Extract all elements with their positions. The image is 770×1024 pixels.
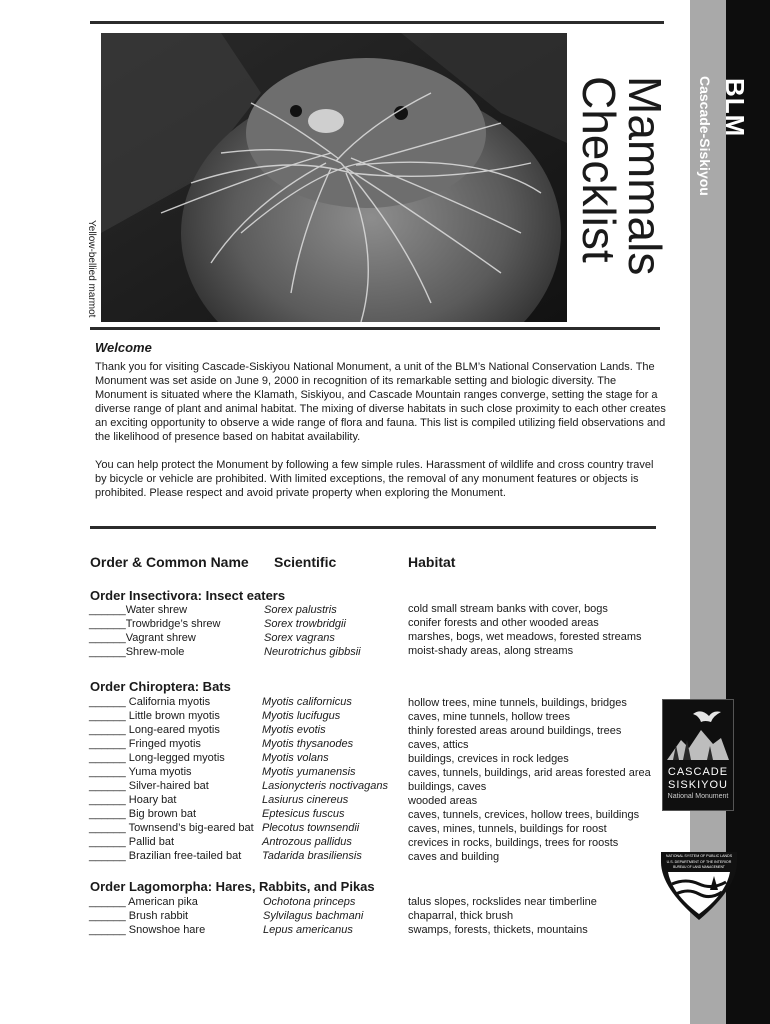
list-item: ______Trowbridge’s shrew: [89, 618, 221, 630]
list-item: moist-shady areas, along streams: [408, 645, 574, 657]
insectivora-scientific-list: [264, 603, 361, 659]
list-item: conifer forests and other wooded areas: [408, 617, 599, 629]
list-item: ______ Long-legged myotis: [89, 752, 225, 764]
order-heading-lagomorpha: Order Lagomorpha: Hares, Rabbits, and Pikas: [90, 879, 375, 894]
list-item: wooded areas: [408, 795, 478, 807]
list-item: Plecotus townsendii: [262, 822, 360, 834]
list-item: ______Shrew-mole: [89, 646, 185, 658]
list-item: Lasiurus cinereus: [262, 794, 349, 806]
list-item: Ochotona princeps: [263, 896, 356, 908]
list-item: buildings, crevices in rock ledges: [408, 753, 569, 765]
insectivora-habitat-list: [408, 602, 642, 658]
eagle-mountain-icon: [663, 700, 733, 766]
list-item: ______ Yuma myotis: [89, 766, 192, 778]
list-item: Sorex trowbridgii: [264, 618, 346, 630]
list-item: ______ Pallid bat: [89, 836, 175, 848]
top-divider: [90, 21, 664, 24]
order-heading-chiroptera: Order Chiroptera: Bats: [90, 679, 231, 694]
column-header-scientific: Scientific: [274, 554, 337, 570]
insectivora-common-list: [89, 603, 220, 659]
list-item: caves and building: [408, 851, 500, 863]
list-item: Eptesicus fuscus: [262, 808, 345, 820]
list-item: thinly forested areas around buildings, trees: [408, 725, 622, 737]
list-item: caves, mines, tunnels, buildings for roost: [408, 823, 607, 835]
welcome-heading: Welcome: [95, 340, 152, 355]
chiroptera-common-list: [89, 695, 254, 863]
list-item: ______ Brazilian free-tailed bat: [89, 850, 242, 862]
list-item: Neurotrichus gibbsii: [264, 646, 361, 658]
marmot-photo: [101, 33, 567, 322]
list-item: ______ Townsend’s big-eared bat: [89, 822, 254, 834]
welcome-paragraph-1: Thank you for visiting Cascade-Siskiyou National Monument, a unit of the BLM’s National Conservation Lands. The Monument was set aside on June 9, 2000 in recognition of its remarkable setting and biologic diversity. The Monument is situated where the Klamath, Siskiyou, and Cascade Mountain ranges converge, setting the stage for a diverse range of plant and animal habitat. The mixing of diverse habitats in such close proximity to each other creates an exciting opportunity to observe a wide range of flora and fauna. This list is compiled utilizing field observations and the likelihood of presence based on habitat availability.: [95, 361, 666, 443]
title-line-1: Mammals: [619, 76, 671, 276]
list-item: caves, tunnels, buildings, arid areas forested area buildings, caves: [408, 767, 651, 793]
list-item: Myotis evotis: [262, 724, 326, 736]
list-item: ______ American pika: [89, 896, 198, 908]
list-item: cold small stream banks with cover, bogs: [408, 603, 608, 615]
list-item: ______ Snowshoe hare: [89, 924, 206, 936]
list-item: crevices in rocks, buildings, trees for roosts: [408, 837, 619, 849]
list-item: ______ Silver-haired bat: [89, 780, 209, 792]
list-item: Sylvilagus bachmani: [263, 910, 364, 922]
monument-logo-line-3: National Monument: [667, 793, 729, 800]
list-item: Antrozous pallidus: [262, 836, 352, 848]
lagomorpha-common-list: [89, 895, 205, 937]
monument-logo-line-1: CASCADE: [667, 766, 729, 778]
welcome-paragraph-2: You can help protect the Monument by following a few simple rules. Harassment of wildlife and cross country travel by bicycle or vehicle are prohibited. With limited exceptions, the removal of any monument features or objects is prohibited. Please respect and avoid private property when exploring the Monument.: [95, 459, 654, 499]
monument-logo-line-2: SISKIYOU: [668, 779, 728, 791]
column-header-order: Order & Common Name: [90, 554, 249, 570]
list-item: Myotis thysanodes: [262, 738, 354, 750]
list-item: caves, mine tunnels, hollow trees: [408, 711, 571, 723]
agency-label: BLM: [720, 78, 750, 138]
monument-logo: [662, 699, 734, 811]
page-title: [573, 76, 671, 276]
lagomorpha-scientific-list: [263, 895, 363, 937]
list-item: ______ California myotis: [89, 696, 211, 708]
list-item: chaparral, thick brush: [408, 910, 514, 922]
list-item: ______ Brush rabbit: [89, 910, 189, 922]
list-item: ______ Fringed myotis: [89, 738, 201, 750]
list-item: caves, tunnels, crevices, hollow trees, buildings: [408, 809, 640, 821]
list-item: Lasionycteris noctivagans: [262, 780, 388, 792]
order-heading-insectivora: Order Insectivora: Insect eaters: [90, 588, 286, 603]
list-item: Myotis yumanensis: [262, 766, 356, 778]
title-line-2: Checklist: [573, 76, 625, 263]
list-item: Myotis lucifugus: [262, 710, 341, 722]
list-item: ______ Big brown bat: [89, 808, 197, 820]
list-item: Myotis californicus: [262, 696, 352, 708]
list-item: Myotis volans: [262, 752, 329, 764]
blm-badge-icon: [658, 848, 740, 922]
list-item: ______ Little brown myotis: [89, 710, 220, 722]
unit-label: Cascade-Siskiyou: [697, 76, 713, 196]
blm-badge-line-1: NATIONAL SYSTEM OF PUBLIC LANDS: [665, 854, 733, 858]
chiroptera-scientific-list: [262, 695, 388, 863]
list-item: ______Vagrant shrew: [89, 632, 196, 644]
list-item: Tadarida brasiliensis: [262, 850, 362, 862]
middle-divider: [90, 327, 660, 330]
table-divider: [90, 526, 656, 529]
list-item: ______ Long-eared myotis: [89, 724, 220, 736]
blm-badge-line-3: BUREAU OF LAND MANAGEMENT: [673, 865, 725, 869]
list-item: talus slopes, rockslides near timberline: [408, 896, 597, 908]
list-item: Sorex palustris: [264, 604, 337, 616]
chiroptera-habitat-list: [408, 696, 658, 864]
list-item: marshes, bogs, wet meadows, forested streams: [408, 631, 642, 643]
photo-caption: Yellow-bellied marmot: [86, 220, 97, 318]
blm-badge-line-2: U.S. DEPARTMENT OF THE INTERIOR: [666, 860, 732, 864]
list-item: swamps, forests, thickets, mountains: [408, 924, 588, 936]
column-header-habitat: Habitat: [408, 554, 456, 570]
list-item: hollow trees, mine tunnels, buildings, bridges: [408, 697, 627, 709]
list-item: Lepus americanus: [263, 924, 353, 936]
list-item: ______Water shrew: [89, 604, 188, 616]
list-item: caves, attics: [408, 739, 469, 751]
list-item: ______ Hoary bat: [89, 794, 177, 806]
lagomorpha-habitat-list: [408, 895, 597, 937]
list-item: Sorex vagrans: [264, 632, 335, 644]
